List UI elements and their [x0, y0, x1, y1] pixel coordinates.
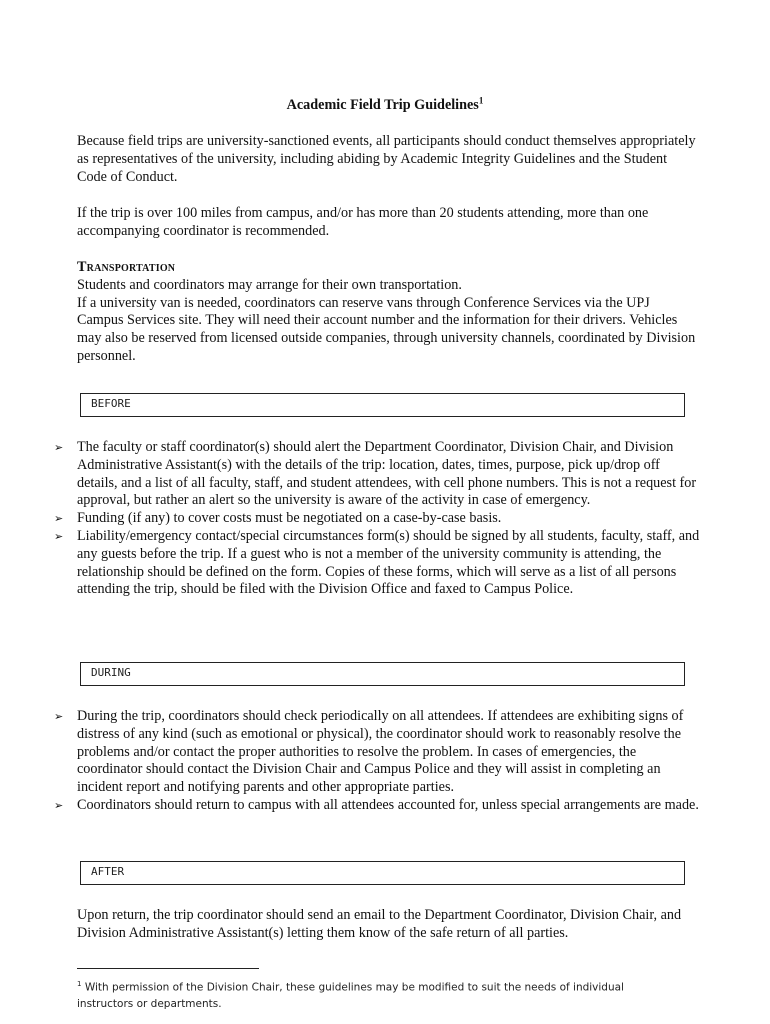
list-item — [0, 528, 700, 599]
footnote — [77, 976, 677, 1012]
list-item — [0, 797, 700, 815]
title-text: Academic Field Trip Guidelines — [286, 97, 479, 113]
arrow-bullet-icon: ➢ — [54, 710, 64, 723]
list-item-text: Coordinators should return to campus with all attendees accounted for, unless special arrangements are made. — [77, 796, 699, 813]
arrow-bullet-icon: ➢ — [54, 529, 64, 543]
list-item-text: Liability/emergency contact/special circumstances form(s) should be signed by all students, faculty, staff, and any guests before the trip. If a guest who is not a member of the university community is attending, the relationship should be defined on the form. Copies of these forms, which will serve as a list of all persons attending the trip, should be filed with the Division Office and faxed to Campus Police. — [77, 527, 700, 598]
transportation-section — [77, 259, 697, 366]
arrow-bullet-icon: ➢ — [54, 512, 64, 526]
transportation-line-1: Students and coordinators may arrange for their own transportation. — [77, 276, 462, 293]
footnote-divider — [77, 968, 259, 969]
intro-paragraph-1: Because field trips are university-sanctioned events, all participants should conduct themselves appropriately as representatives of the university, including abiding by Academic Integrity Guidelines and the Student Code of Conduct. — [77, 133, 696, 185]
transportation-line-2: If a university van is needed, coordinators can reserve vans through Conference Services via the UPJ Campus Services site. They will need their account number and the information for their drivers. Vehicles may also be reserved from licensed outside companies, through university channels, coordinated by Division personnel. — [77, 294, 696, 364]
after-section-box: AFTER — [80, 861, 685, 885]
list-item-text: Funding (if any) to cover costs must be negotiated on a case-by-case basis. — [77, 510, 502, 527]
list-item-text: The faculty or staff coordinator(s) should alert the Department Coordinator, Division Chair, and Division Administrative Assistant(s) with the details of the trip: location, dates, times, purpose, pick up/drop off details, and a list of all faculty, staff, and student attendees, with cell phone numbers. This is not a request for approval, but rather an alert so the university is aware of the activity in case of emergency. — [77, 439, 697, 509]
before-list — [0, 439, 700, 599]
transportation-heading: Transportation — [77, 259, 176, 275]
list-item — [0, 510, 700, 528]
page-title — [0, 97, 770, 115]
intro-paragraph-2: If the trip is over 100 miles from campus, and/or has more than 20 students attending, more than one accompanying coordinator is recommended. — [77, 205, 649, 239]
after-paragraph: Upon return, the trip coordinator should send an email to the Department Coordinator, Division Chair, and Division Administrative Assistant(s) letting them know of the safe return of all parties. — [77, 907, 682, 941]
list-item-text: During the trip, coordinators should check periodically on all attendees. If attendees are exhibiting signs of distress of any kind (such as emotional or physical), the coordinator should work to reasonably resolve the problems and/or contact the proper authorities to resolve the problem. In cases of emergencies, the coordinator should contact the Division Chair and Campus Police and they will assist in completing an incident report and notifying parents and other appropriate parties. — [77, 708, 684, 796]
arrow-bullet-icon: ➢ — [54, 798, 64, 812]
list-item — [0, 439, 700, 510]
footnote-reference: 1 — [478, 95, 484, 106]
before-section-box: BEFORE — [80, 393, 685, 417]
footnote-text: With permission of the Division Chair, these guidelines may be modified to suit the needs of individual instructors or departments. — [77, 981, 624, 1010]
during-list — [0, 708, 700, 815]
arrow-bullet-icon: ➢ — [54, 441, 64, 454]
footnote-mark: 1 — [77, 980, 82, 988]
list-item — [0, 708, 700, 797]
during-section-box: DURING — [80, 662, 685, 686]
